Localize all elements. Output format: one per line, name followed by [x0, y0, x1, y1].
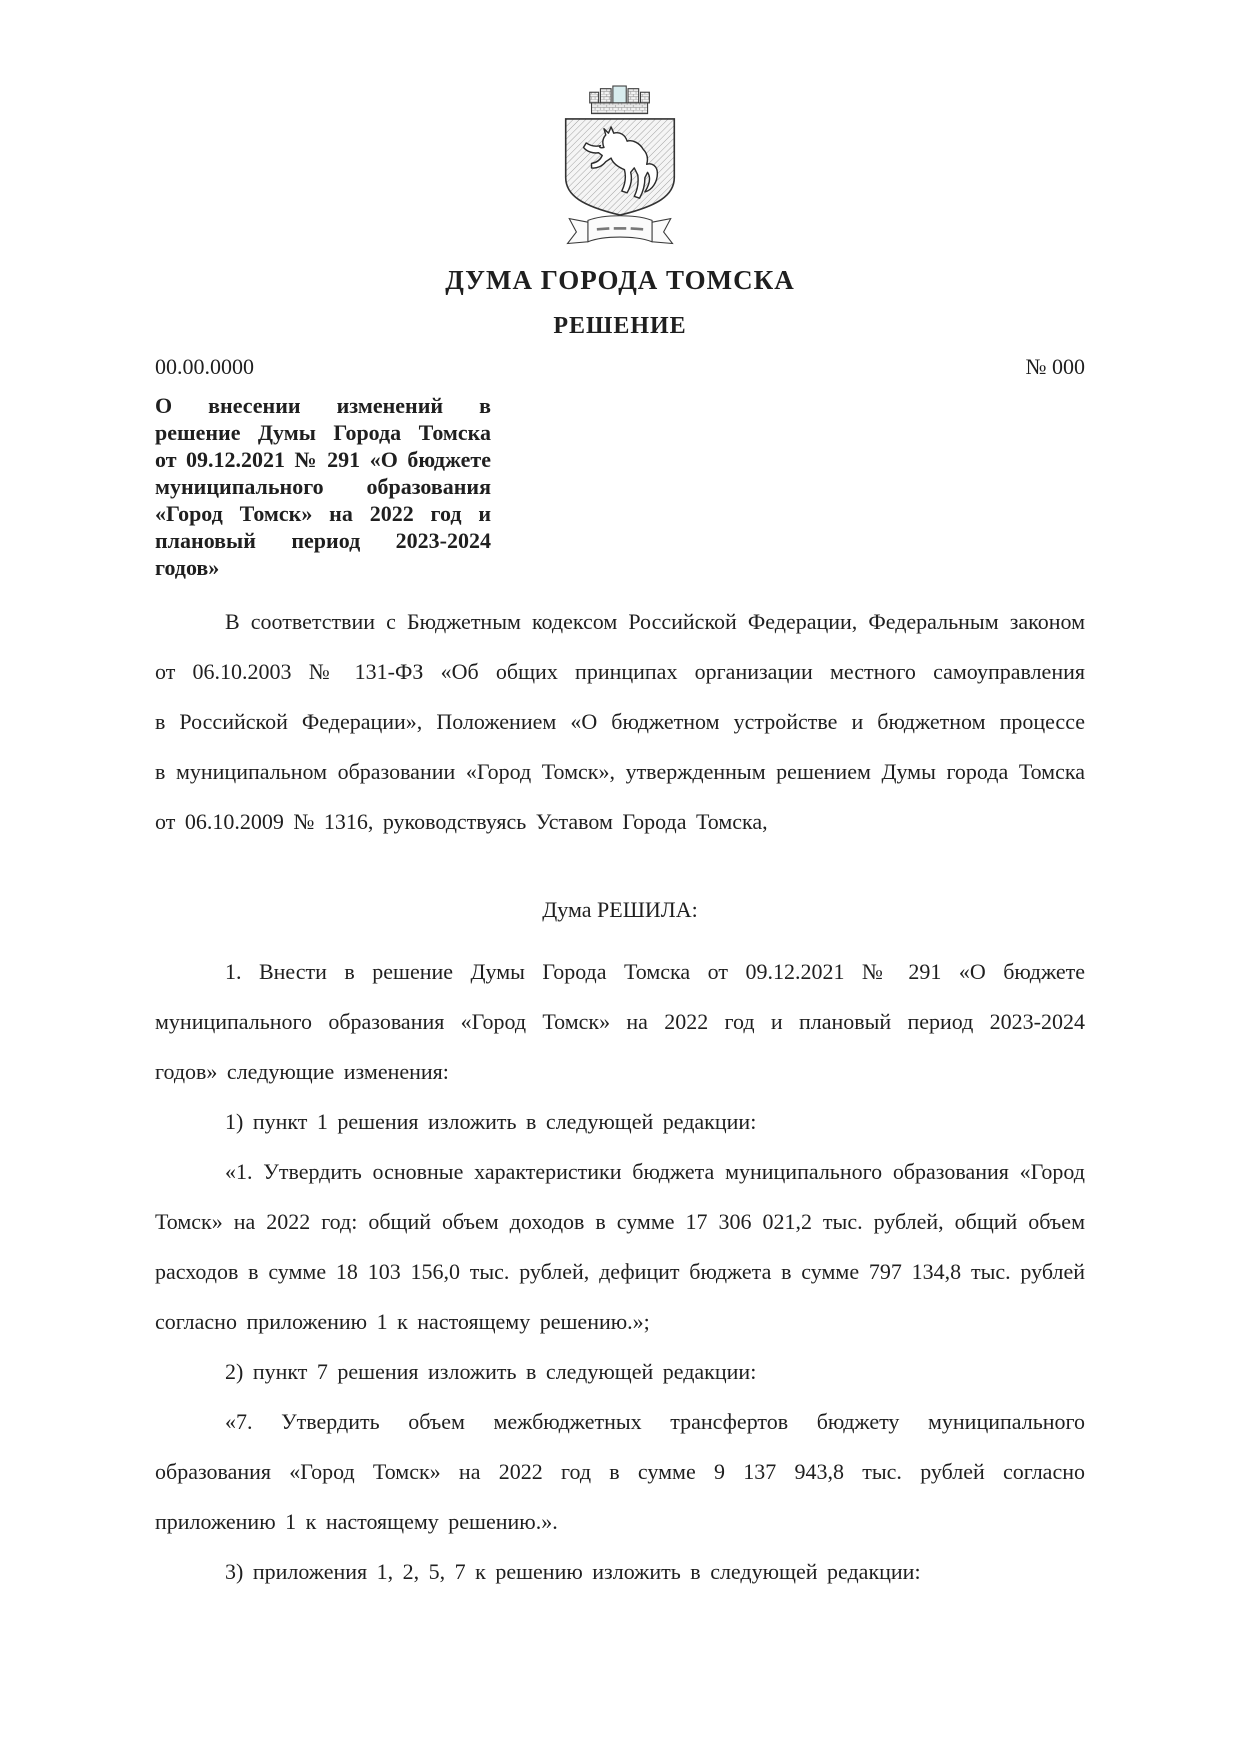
resolution-body	[155, 947, 1085, 1597]
tomsk-coat-of-arms-icon	[557, 78, 683, 256]
document-paragraph: 3) приложения 1, 2, 5, 7 к решению изложить в следующей редакции:	[225, 1559, 921, 1584]
document-date: 00.00.0000	[155, 354, 254, 379]
document-title: О внесении изменений в решение Думы Города Томска от 09.12.2021 № 291 «О бюджете муниципального образования «Город Томск» на 2022 год и плановый период 2023-2024 годов»	[155, 393, 491, 580]
document-paragraph: «1. Утвердить основные характеристики бюджета муниципального образования «Город Томск» на 2022 год: общий объем доходов в сумме 17 306 021,2 тыс. рублей, общий объем расходов в сумме 18 103 156,0 тыс. рублей, дефицит бюджета в сумме 797 134,8 тыс. рублей согласно приложению 1 к настоящему решению.»;	[155, 1159, 1085, 1334]
preamble-paragraph: В соответствии с Бюджетным кодексом Российской Федерации, Федеральным законом от 06.10.2003 № 131-ФЗ «Об общих принципах организации местного самоуправления в Российской Федерации», Положением «О бюджетном устройстве и бюджетном процессе в муниципальном образовании «Город Томск», утвержденным решением Думы города Томска от 06.10.2009 № 1316, руководствуясь Уставом Города Томска,	[155, 609, 1085, 834]
mural-crown-icon	[590, 86, 650, 114]
document-paragraph: 1) пункт 1 решения изложить в следующей редакции:	[225, 1109, 757, 1134]
document-paragraph: 2) пункт 7 решения изложить в следующей редакции:	[225, 1359, 757, 1384]
document-type-heading: РЕШЕНИЕ	[553, 313, 687, 339]
resolution-heading: Дума РЕШИЛА:	[542, 897, 698, 922]
organization-name: ДУМА ГОРОДА ТОМСКА	[445, 265, 795, 295]
meta-row	[155, 353, 1085, 380]
document-number: № 000	[1025, 354, 1085, 379]
document-paragraph: «7. Утвердить объем межбюджетных трансфертов бюджету муниципального образования «Город Томск» на 2022 год в сумме 9 137 943,8 тыс. рублей согласно приложению 1 к настоящему решению.».	[155, 1409, 1085, 1534]
document-paragraph: 1. Внести в решение Думы Города Томска от 09.12.2021 № 291 «О бюджете муниципального образования «Город Томск» на 2022 год и плановый период 2023-2024 годов» следующие изменения:	[155, 959, 1085, 1084]
ribbon-icon	[567, 216, 672, 244]
shield-icon	[566, 119, 675, 215]
emblem-container	[155, 78, 1085, 256]
